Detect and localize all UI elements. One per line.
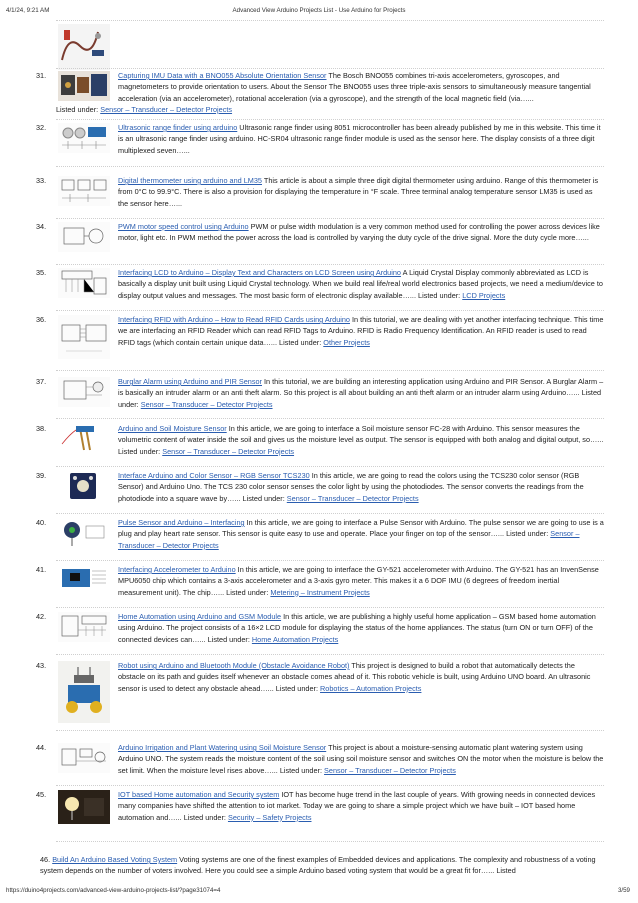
- previous-item-image: [58, 24, 110, 70]
- project-thumbnail[interactable]: [58, 424, 110, 454]
- project-description: In this article, we are going to interface a Pulse Sensor with Arduino. The pulse sensor we are going to use is a plug and play heart rate sensor. This sensor is quite easy to use and operate. Place your finger on top of the sensor…...: [118, 518, 604, 539]
- item-text: [118, 221, 604, 244]
- print-header: [0, 0, 638, 18]
- print-datetime: 4/1/24, 9:21 AM: [6, 7, 50, 14]
- project-description: In this tutorial, we are dealing with yet another interfacing technique. This time we are interfacing an RFID Reader which can read RFID Tags to Arduino. RFID is Radio Frequency Identification. An RFID reader is used to read RFID tags (which contain certain unique data…...: [118, 315, 604, 347]
- project-thumbnail[interactable]: [58, 518, 110, 548]
- project-link[interactable]: Interfacing RFID with Arduino – How to Read RFID Cards using Arduino: [118, 315, 350, 324]
- category-link[interactable]: Robotics – Automation Projects: [320, 683, 422, 693]
- divider: [56, 607, 604, 608]
- listed-under-label: Listed under:: [279, 765, 323, 775]
- divider: [56, 310, 604, 311]
- divider: [56, 68, 604, 69]
- item-text: [118, 660, 604, 694]
- print-page-title: Advanced View Arduino Projects List - Use Arduino for Projects: [232, 7, 406, 14]
- project-description: Voting systems are one of the finest examples of Embedded devices and applications. The complexity and robustness of a voting system depends on the number of voters involved. Here you could see a simple Arduino based voting system that would be a great fit for…...: [40, 855, 596, 876]
- project-description: In this article, we are publishing a highly useful home application – GSM based home automation using Arduino. The project consists of a 16×2 LCD module for displaying the status of the home appliances. The status (turn ON or turn OFF) of the connected devices can…...: [118, 612, 596, 644]
- project-description: This project is about a moisture-sensing automatic plant watering system using Arduino UNO. The system reads the moisture content of the soil using soil moisture sensor and switches ON the motor when the moisture is below the set limit. When the moisture level rises above…...: [118, 743, 604, 775]
- item-text: [118, 423, 604, 457]
- category-link[interactable]: Sensor – Transducer – Detector Projects: [140, 399, 273, 409]
- category-link[interactable]: Home Automation Projects: [251, 634, 339, 644]
- item-number: 32.: [36, 123, 47, 132]
- divider: [56, 513, 604, 514]
- divider: [56, 560, 604, 561]
- listed-under-label: Listed under:: [242, 493, 285, 503]
- category-link[interactable]: Other Projects: [323, 337, 370, 347]
- project-link[interactable]: Interface Arduino and Color Sensor – RGB Sensor TCS230: [118, 471, 310, 480]
- item-number: 42.: [36, 612, 47, 621]
- category-link[interactable]: Sensor – Transducer – Detector Projects: [118, 529, 580, 550]
- project-thumbnail[interactable]: [58, 661, 110, 723]
- item-number: 43.: [36, 661, 47, 670]
- item-number: 40.: [36, 518, 47, 527]
- item-text: [118, 70, 604, 104]
- item-number: 37.: [36, 377, 47, 386]
- divider: [56, 466, 604, 467]
- project-thumbnail[interactable]: [58, 268, 110, 298]
- project-link[interactable]: Build An Arduino Based Voting System: [52, 855, 178, 864]
- item-text: [40, 854, 604, 877]
- divider: [56, 730, 604, 731]
- listed-label: Listed: [496, 866, 516, 876]
- print-url: https://duino4projects.com/advanced-view-arduino-projects-list/?page31074=4: [6, 887, 221, 894]
- listed-under-label: Listed under:: [183, 812, 226, 822]
- divider: [56, 20, 604, 21]
- item-text: [118, 376, 604, 410]
- project-link[interactable]: IOT based Home automation and Security system: [118, 790, 280, 799]
- project-link[interactable]: Interfacing Accelerometer to Arduino: [118, 565, 236, 574]
- project-link[interactable]: Burglar Alarm using Arduino and PIR Sensor: [118, 377, 262, 386]
- project-link[interactable]: Home Automation using Arduino and GSM Module: [118, 612, 282, 621]
- divider: [56, 264, 604, 265]
- item-text: [118, 314, 604, 348]
- divider: [56, 418, 604, 419]
- project-description: In this tutorial, we are building an interesting application using Arduino and PIR Sensor. A Burglar Alarm – is basically an intruder alarm or an anti theft alarm. So this project is all about building an anti theft alarm or an intruder alarm using Arduino…...: [118, 377, 604, 398]
- item-text: [118, 267, 604, 301]
- item-text: [118, 470, 604, 504]
- category-link[interactable]: LCD Projects: [462, 290, 506, 300]
- item-number: 34.: [36, 222, 47, 231]
- item-number: 46.: [40, 855, 51, 864]
- divider: [56, 166, 604, 167]
- item-text: [118, 789, 604, 823]
- item-number: 35.: [36, 268, 47, 277]
- item-text: [118, 564, 604, 598]
- project-link[interactable]: Ultrasonic range finder using arduino: [118, 123, 238, 132]
- project-description: Ultrasonic range finder using 8051 microcontroller has been already published by me in this website. This time it is an ultrasonic range finder using arduino. HC-SR04 ultrasonic range finder module is used as the sensor here. The display consists of a three digit multiplexed seven…...: [118, 123, 601, 155]
- project-thumbnail[interactable]: [58, 743, 110, 773]
- project-thumbnail[interactable]: [58, 315, 110, 359]
- project-thumbnail[interactable]: [58, 377, 110, 407]
- project-thumbnail[interactable]: [58, 471, 110, 501]
- divider: [56, 785, 604, 786]
- item-text: [118, 742, 604, 776]
- project-link[interactable]: Interfacing LCD to Arduino – Display Text and Characters on LCD Screen using Arduino: [118, 268, 401, 277]
- project-link[interactable]: Pulse Sensor and Arduino – Interfacing: [118, 518, 245, 527]
- listed-under-label: Listed under:: [279, 337, 322, 347]
- project-thumbnail[interactable]: [58, 565, 110, 595]
- item-text: [118, 517, 604, 551]
- listed-under-label: Listed under:: [118, 446, 161, 456]
- listed-under-label: Listed under:: [226, 587, 269, 597]
- category-link[interactable]: Sensor – Transducer – Detector Projects: [324, 765, 456, 775]
- divider: [56, 841, 604, 842]
- project-link[interactable]: Digital thermometer using arduino and LM35: [118, 176, 262, 185]
- item-number: 45.: [36, 790, 47, 799]
- item-number: 38.: [36, 424, 47, 433]
- project-link[interactable]: PWM motor speed control using Arduino: [118, 222, 249, 231]
- listed-under-label: Listed under:: [275, 683, 318, 693]
- project-description: In this article, we are going to interface a Soil moisture sensor FC-28 with Arduino. This sensor measures the volumetric content of water inside the soil and gives us the moisture level as output. The sensor is equipped with both analog and digital output, so…...: [118, 424, 604, 445]
- item-number: 33.: [36, 176, 47, 185]
- category-link[interactable]: Sensor – Transducer – Detector Projects: [162, 446, 295, 456]
- project-thumbnail[interactable]: [58, 612, 110, 642]
- divider: [56, 119, 604, 120]
- item-text: [118, 122, 604, 156]
- item-text: [118, 611, 604, 645]
- project-list: [0, 18, 638, 884]
- project-description: In this article, we are going to interface the GY-521 accelerometer with Arduino. The GY-521 has an InvenSense MPU6050 chip which contains a 3-axis accelerometer and a 3-axis gyro meter. This makes it a 6 DOF IMU (6 degrees of freedom inertial measurement unit). The chip…...: [118, 565, 599, 597]
- project-thumbnail[interactable]: [58, 176, 110, 206]
- project-description: PWM or pulse width modulation is a very common method used for controlling the power across devices like motor, light etc. In PWM method the power across the load is controlled by varying the duty cycle of the drive signal. More the duty cycle more…...: [118, 222, 600, 243]
- item-number: 44.: [36, 743, 47, 752]
- project-description: IOT has become huge trend in the last couple of years. With growing needs in connected devices many companies have shifted the attention to iot market. Today we are going to share a simple project which we have built – IOT based home automation and…...: [118, 790, 596, 822]
- category-link[interactable]: Sensor – Transducer – Detector Projects: [286, 493, 419, 503]
- project-thumbnail[interactable]: [58, 71, 110, 101]
- listed-under-label: Listed under:: [506, 529, 549, 539]
- print-footer: [0, 884, 638, 903]
- project-description: In this article, we are going to read the colors using the TCS230 color sensor (RGB Sensor) and Arduino Uno. The TCS 230 color sensor senses the color light by using the photodiodes. The sensor converts the readings from the photodiode into a square wave by…...: [118, 471, 584, 503]
- item-number: 36.: [36, 315, 47, 324]
- project-description: A Liquid Crystal Display commonly abbreviated as LCD is basically a display unit built using Liquid Crystal technology. When we build real life/real world electronics based projects, we need a medium/device to display output values and messages. The most basic form of electronic display available…...: [118, 268, 603, 300]
- project-description: The Bosch BNO055 combines tri-axis accelerometers, gyroscopes, and magnetometers to provide orientation to users. About the Sensor The BNO055 uses three triple-axis sensors to simultaneously measure tangential acceleration (via an accelerometer), rotational acceleration (via a gyroscope), and the strength of the local magnetic field (via…...: [118, 71, 591, 103]
- category-link[interactable]: Security – Safety Projects: [227, 812, 312, 822]
- item-number: 31.: [36, 71, 47, 80]
- divider: [56, 218, 604, 219]
- project-thumbnail[interactable]: [58, 790, 110, 824]
- print-page-number: 3/59: [617, 887, 630, 894]
- divider: [56, 654, 604, 655]
- project-link[interactable]: Arduino and Soil Moisture Sensor: [118, 424, 227, 433]
- project-thumbnail[interactable]: [58, 222, 110, 252]
- project-thumbnail[interactable]: [58, 123, 110, 153]
- listed-under-label: Listed under:: [418, 290, 461, 300]
- project-description: This project is designed to build a robot that automatically detects the obstacle on its path and guides itself whenever an obstacle comes ahead of it. This robotic vehicle is built, using Arduino UNO board. An ultrasonic sensor is used to detect any obstacle ahead…...: [118, 661, 591, 693]
- listed-under-label: Listed under:: [118, 388, 602, 409]
- item-number: 39.: [36, 471, 47, 480]
- listed-under-label: Listed under:: [207, 634, 250, 644]
- project-link[interactable]: Capturing IMU Data with a BNO055 Absolute Orientation Sensor: [118, 71, 327, 80]
- item-listed-line: [56, 104, 604, 115]
- listed-under-label: Listed under:: [56, 105, 99, 114]
- project-link[interactable]: Arduino Irrigation and Plant Watering using Soil Moisture Sensor: [118, 743, 327, 752]
- divider: [56, 370, 604, 371]
- category-link[interactable]: Sensor – Transducer – Detector Projects: [100, 105, 233, 114]
- item-number: 41.: [36, 565, 47, 574]
- project-link[interactable]: Robot using Arduino and Bluetooth Module (Obstacle Avoidance Robot): [118, 661, 350, 670]
- project-description: This article is about a simple three digit digital thermometer using arduino. Range of this thermometer is from 0°C to 99.9°C. There is also a provision for displaying the temperature in °F scale. Three terminal analog temperature sensor LM35 is used as the sensor here…...: [118, 176, 599, 208]
- item-text: [118, 175, 604, 209]
- category-link[interactable]: Metering – Instrument Projects: [270, 587, 370, 597]
